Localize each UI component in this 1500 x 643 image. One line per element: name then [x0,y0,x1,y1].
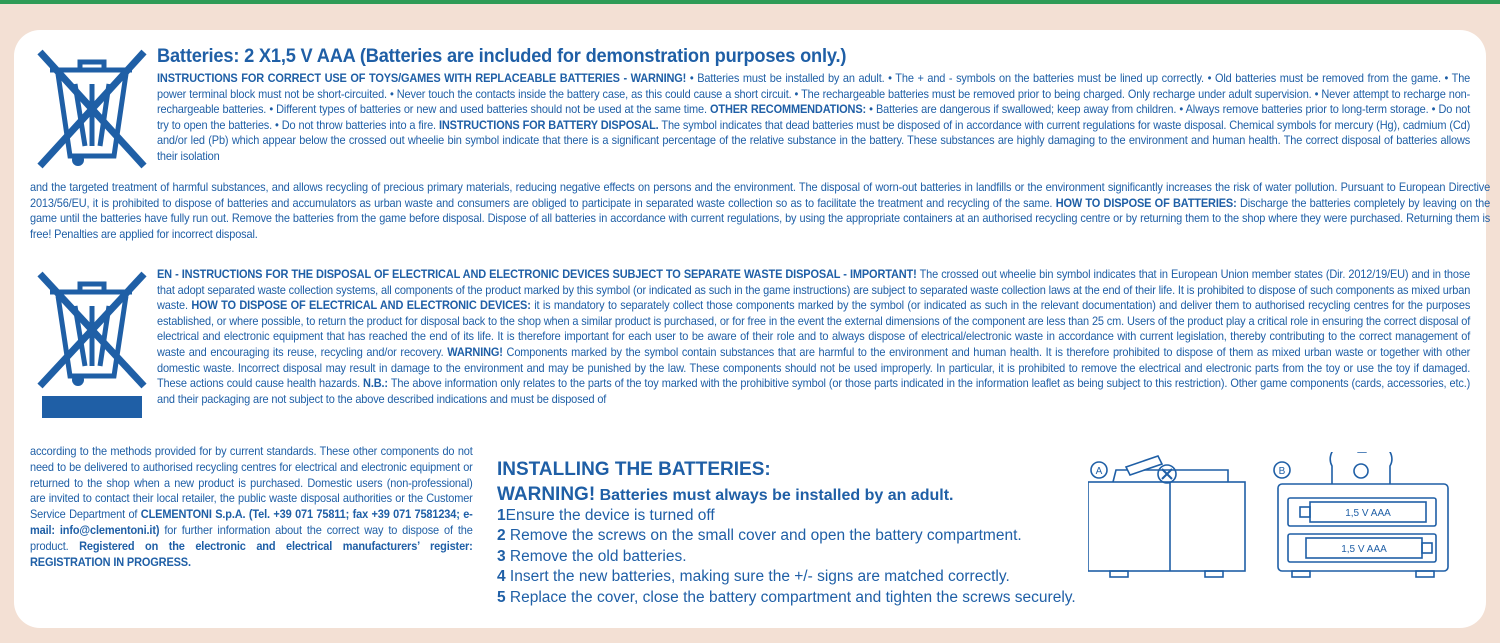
manufacturer-register-note: Registered on the electronic and electrical manufacturers’ register: REGISTRATION IN PROGRESS. [30,538,473,569]
weee-how-to-dispose-text: it is mandatory to separately collect those components marked by the symbol (or indicated as such in the relevant documentation) and deliver them to authorised recycling centres for the purposes established, or where possible, to return the product for disposal back to the shop when a similar product is purchased, or for free in the event the external dimensions of the component are less than 25 cm. Users of the product play a critical role in ensuring the correct disposal of electrical and electronic equipment that has reached the end of its life. It is therefore important for each user to be aware of their role and to always dispose of electrical/electronic waste in accordance with current legislation, thereby contributing to the correct management of waste and encouraging its reuse, recycling and/or recovery. [157,298,1471,359]
weee-warning-text: Components marked by the symbol contain substances that are harmful to the environment and human health. It is therefore prohibited to dispose of them as mixed urban waste or together with other domestic waste. Incorrect disposal may result in damage to the environment and may be punished by the law. These components should not be used improperly. In particular, it is prohibited to remove the electrical and electronic parts from the toy or use the toy if damaged. These actions could cause health hazards. [157,344,1471,391]
installing-steps [497,506,1076,608]
batteries-title: Batteries: 2 X1,5 V AAA (Batteries are included for demonstration purposes only.) [157,46,847,67]
installing-warning [497,484,954,506]
battery-disposal-continued: and the targeted treatment of harmful substances, and allows recycling of precious primary materials, reducing negative effects on persons and the environment. The disposal of worn-out batteries in landfills or the environment significantly increases the risk of water pollution. Pursuant to European Directive 2013/56/EU, it is prohibited to dispose of batteries and accumulators as urban waste and consumers are obliged to participate in separated waste collection so as to facilitate the treatment and recycling of the same. [30,180,1491,210]
battery-disposal-text: The symbol indicates that dead batteries must be disposed of in accordance with current regulations for waste disposal. Chemical symbols for mercury (Hg), cadmium (Cd) and/or led (Pb) which appear below the crossed out wheelie bin symbol indicate that there is a significant percentage of the relative substance in the battery. These substances are highly damaging to the environment and human health. The correct disposal of batteries allows their isolation [157,117,1471,163]
step-item: 5 Replace the cover, close the battery compartment and tighten the screws securely. [497,588,1076,606]
battery-disposal-heading: INSTRUCTIONS FOR BATTERY DISPOSAL. [438,117,659,132]
weee-text: The crossed out wheelie bin symbol indicates that in European Union member states (Dir. 2012/19/EU) and in those that adopt separated waste collection systems, all components of the product marked by this symbol (or indicated as such in the game instructions) are subject to separated waste collection laws at the end of their life. It is prohibited to dispose of such components as mixed urban waste. [157,267,1471,313]
weee-continued-text: according to the methods provided for by current standards. These other components do not need to be delivered to authorised recycling centres for electrical and electronic equipment or returned to the shop when a new product is purchased. Domestic users (non-professional) are invited to contact their local retailer, the public waste disposal authorities or the Customer Service Department of [30,444,473,522]
weee-how-to-dispose-heading: HOW TO DISPOSE OF ELECTRICAL AND ELECTRONIC DEVICES: [191,298,531,313]
battery-use-heading: INSTRUCTIONS FOR CORRECT USE OF TOYS/GAMES WITH REPLACEABLE BATTERIES - WARNING! [157,71,687,85]
battery-label-1: 1,5 V AAA [1345,508,1391,519]
weee-warning-heading: WARNING! [447,344,503,359]
installing-warning-label: WARNING! [497,484,596,505]
step-item: 3 Remove the old batteries. [497,547,687,565]
battery-compartment-diagram-icon [1270,452,1456,582]
other-recommendations-text: • Batteries are dangerous if swallowed; keep away from children. • Always remove batteries prior to long-term storage. • Do not try to open the batteries. • Do not throw batteries into a fire. [157,102,1471,132]
diagram-b-label: B [1278,466,1286,477]
diagram-a-label: A [1095,466,1103,477]
battery-use-text: • Batteries must be installed by an adult. • The + and - symbols on the batteries must be lined up correctly. • Old batteries must be removed from the game. • The power terminal block must not be short-circuited. • Never touch the contacts inside the battery case, as this could cause a short circuit. • The rechargeable batteries must be removed prior to being charged. Only recharge under adult supervision. • Never attempt to recharge non-rechargeable batteries. • Different types of batteries or new and used batteries should not be used at the same time. [157,71,1471,117]
step-item: 1Ensure the device is turned off [497,507,715,524]
weee-continued-text-2: for further information about the correct way to dispose of the product. [30,522,473,553]
battery-disposal-paragraph [30,180,1490,242]
battery-instructions-paragraph [157,71,1470,165]
step-item: 2 Remove the screws on the small cover and open the battery compartment. [497,527,1022,545]
crossed-out-bin-icon [30,44,152,174]
how-to-dispose-batteries-heading: HOW TO DISPOSE OF BATTERIES: [1055,195,1237,210]
weee-heading: EN - INSTRUCTIONS FOR THE DISPOSAL OF ELECTRICAL AND ELECTRONIC DEVICES SUBJECT TO SEPARATE WASTE DISPOSAL - IMPORTANT! [157,267,917,281]
battery-label-2: 1,5 V AAA [1341,544,1387,555]
crossed-out-bin-weee-icon [30,268,152,420]
weee-nb-text: The above information only relates to the parts of the toy marked with the prohibitive symbol (or those parts indicated in the information leaflet as being subject to this restriction). Other game components (cards, accessories, etc.) and their packaging are not subject to the above described indications and must be disposed of [157,376,1471,406]
top-accent-line [0,0,1500,4]
weee-continued-paragraph [30,444,473,570]
how-to-dispose-batteries-text: Discharge the batteries completely by leaving on the game until the batteries have fully run out. Remove the batteries from the game before disposal. Dispose of all batteries in accordance with current regulations, by using the appropriate containers at an authorised recycling centre or by returning them to the shop where they were purchased. Returning them is free! Penalties are applied for incorrect disposal. [30,195,1491,241]
other-recommendations-heading: OTHER RECOMMENDATIONS: [710,102,867,117]
installing-title: INSTALLING THE BATTERIES: [497,459,771,480]
weee-nb-heading: N.B.: [363,376,388,391]
installing-warning-text: Batteries must always be installed by an adult. [595,487,954,504]
clementoni-contact: CLEMENTONI S.p.A. (Tel. +39 071 75811; fax +39 071 7581234; e-mail: info@clementoni.it) [30,507,473,537]
battery-cover-diagram-icon [1088,452,1258,582]
weee-instructions-paragraph [157,267,1470,407]
step-item: 4 Insert the new batteries, making sure the +/- signs are matched correctly. [497,568,1010,586]
